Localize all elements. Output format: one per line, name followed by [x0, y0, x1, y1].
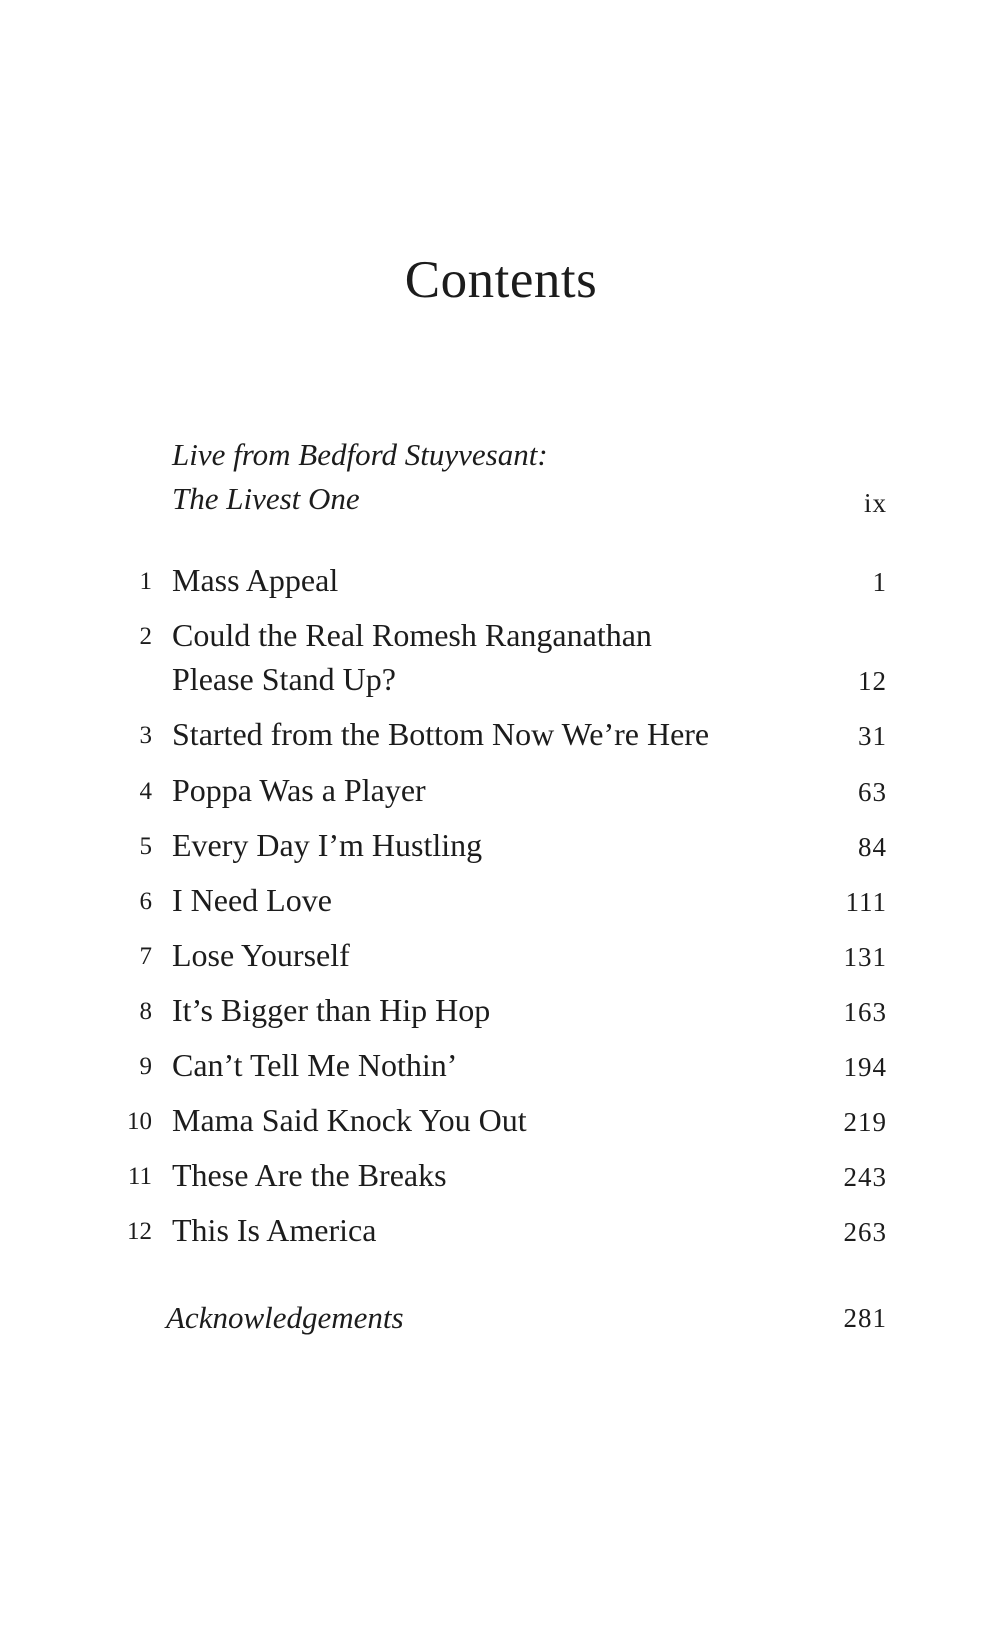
toc-entry-title: Can’t Tell Me Nothin’ [172, 1047, 458, 1083]
chapter-number: 8 [139, 998, 152, 1025]
toc-entry-page: 131 [843, 942, 887, 972]
toc-entry-page: 263 [843, 1217, 887, 1247]
toc-entry-page: 281 [843, 1303, 887, 1333]
toc-entry-title: Mass Appeal [172, 562, 339, 598]
chapter-number: 1 [139, 568, 152, 595]
toc-entry-title: Could the Real Romesh Ranganathan [172, 617, 652, 653]
chapter-number: 12 [127, 1218, 152, 1245]
toc-entry-page: 163 [843, 997, 887, 1027]
toc-entry-title: Acknowledgements [166, 1300, 404, 1335]
toc-entry-title: Mama Said Knock You Out [172, 1102, 527, 1138]
toc-entry-title: This Is America [172, 1212, 377, 1248]
toc-entry-title: Poppa Was a Player [172, 772, 426, 808]
toc-entry-title: I Need Love [172, 882, 332, 918]
toc-entry-page: 219 [843, 1107, 887, 1137]
toc-entry-title: Lose Yourself [172, 937, 350, 973]
chapter-number: 9 [139, 1053, 152, 1080]
chapter-number: 3 [139, 722, 152, 749]
toc-entry-page: ix [863, 488, 887, 518]
chapter-number: 2 [139, 623, 152, 650]
toc-entry-page: 31 [858, 721, 887, 751]
chapter-number: 6 [139, 888, 152, 915]
chapter-number: 10 [127, 1108, 152, 1135]
toc-entry-title: Every Day I’m Hustling [172, 827, 483, 863]
toc-entry-title: Live from Bedford Stuyvesant: [172, 437, 548, 472]
chapter-number: 5 [139, 833, 152, 860]
page-title: Contents [404, 251, 598, 309]
toc-entry-page: 243 [843, 1162, 887, 1192]
chapter-number: 7 [139, 943, 152, 970]
toc-entry-page: 12 [858, 666, 887, 696]
toc-entry-title: It’s Bigger than Hip Hop [172, 992, 491, 1028]
toc-entry-title: These Are the Breaks [172, 1157, 447, 1193]
toc-entry-title-line2: Please Stand Up? [172, 661, 396, 697]
toc-entry-page: 194 [843, 1052, 887, 1082]
toc-entry-page: 63 [858, 777, 887, 807]
toc-entry-page: 84 [858, 832, 887, 862]
toc-entry-title-line2: The Livest One [172, 481, 360, 516]
toc-entry-page: 111 [845, 887, 887, 917]
toc-entry-page: 1 [872, 567, 887, 597]
chapter-number: 11 [127, 1163, 152, 1190]
chapter-number: 4 [139, 778, 152, 805]
toc-entry-title: Started from the Bottom Now We’re Here [172, 716, 710, 752]
